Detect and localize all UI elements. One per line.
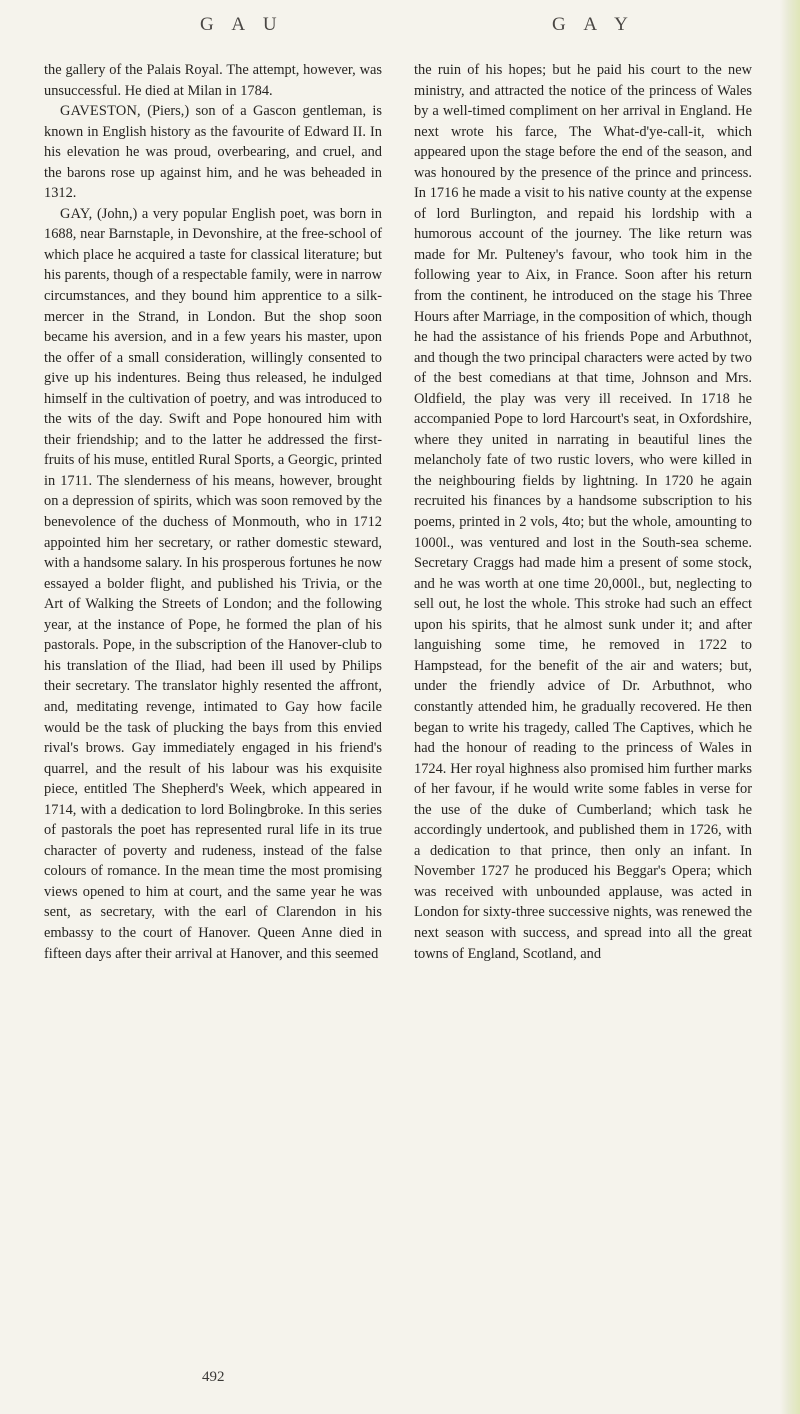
entry-name-detail: (John,)	[96, 205, 138, 222]
entry-gay	[44, 204, 382, 964]
page-number: 492	[202, 1369, 225, 1385]
entry-headword: GAVESTON,	[60, 103, 141, 120]
entry-gaveston	[44, 101, 382, 204]
entry-headword: GAY,	[60, 205, 93, 222]
running-head-right: G A Y	[552, 14, 635, 35]
entry-text: a very popular English poet, was born in 1688, near Barnstaple, in Devonshire, at the free-school of which place he acquired a taste for classical literature; but his parents, though of a respectable family, were in narrow circumstances, and they bound him apprentice to a silk-mercer in the Strand, in London. But the shop soon became his aversion, and in a few years his master, upon the offer of a small consideration, willingly consented to give up his indentures. Being thus released, he indulged himself in the cultivation of poetry, and was introduced to the wits of the day. Swift and Pope honoured him with their friendship; and to the latter he addressed the first-fruits of his muse, entitled Rural Sports, a Georgic, printed in 1711. The slenderness of his means, however, brought on a depression of spirits, which was soon removed by the benevolence of the duchess of Monmouth, who in 1712 appointed him her secretary, or rather domestic steward, with a handsome salary. In his prosperous fortunes he now essayed a bolder flight, and published his Trivia, or the Art of Walking the Streets of London; and the following year, at the instance of Pope, he formed the plan of his pastorals. Pope, in the subscription of the Hanover-club to his translation of the Iliad, had been ill used by Philips their secretary. The translator highly resented the affront, and, meditating revenge, intimated to Gay how facile would be the task of plucking the bays from this envied rival's brows. Gay immediately engaged in his friend's quarrel, and the result of his labour was his exquisite piece, entitled The Shepherd's Week, which appeared in 1714, with a dedication to lord Bolingbroke. In this series of pastorals the poet has represented rural life in its true character of poverty and rudeness, instead of the false colours of romance. In the mean time the most promising views opened to him at court, and the same year he was sent, as secretary, with the earl of Clarendon in his embassy to the court of Hanover. Queen Anne died in fifteen days after their arrival at Hanover, and this seemed	[44, 205, 382, 962]
running-head-left: G A U	[200, 14, 284, 35]
entry-text: son of a Gascon gentleman, is known in English history as the favourite of Edward II. In his elevation he was proud, overbearing, and cruel, and the barons rose up against him, and he was beheaded in 1312.	[44, 103, 382, 202]
right-column	[414, 60, 752, 964]
entry-name-detail: (Piers,)	[147, 103, 190, 120]
left-column	[44, 60, 382, 964]
continuation-paragraph: the gallery of the Palais Royal. The attempt, however, was unsuccessful. He died at Milan in 1784.	[44, 62, 382, 99]
continuation-paragraph: the ruin of his hopes; but he paid his court to the new ministry, and attracted the notice of the princess of Wales by a well-timed compliment on her arrival in England. He next wrote his farce, The What-d'ye-call-it, which appeared upon the stage before the end of the season, and was honoured by the presence of the prince and princess. In 1716 he made a visit to his native county at the expense of lord Burlington, and repaid his lordship with a humorous account of the journey. The like return was made for Mr. Pulteney's favour, who took him in the following year to Aix, in France. Soon after his return from the continent, he introduced on the stage his Three Hours after Marriage, in the composition of which, though he had the assistance of his friends Pope and Arbuthnot, and though the two principal characters were acted by two of the best comedians at that time, Johnson and Mrs. Oldfield, the play was very ill received. In 1718 he accompanied Pope to lord Harcourt's seat, in Oxfordshire, where they united in narrating in beautiful lines the melancholy fate of two rustic lovers, who were killed in the neighbouring fields by lightning. In 1720 he again recruited his finances by a handsome subscription to his poems, printed in 2 vols, 4to; but the whole, amounting to 1000l., was ventured and lost in the South-sea scheme. Secretary Craggs had made him a present of some stock, and he was worth at one time 20,000l., but, neglecting to sell out, he lost the whole. This stroke had such an effect upon his spirits, that he almost sunk under it; and after languishing some time, he removed in 1722 to Hampstead, for the benefit of the air and waters; but, under the friendly advice of Dr. Arbuthnot, who constantly attended him, he gradually recovered. He then began to write his tragedy, called The Captives, which he had the honour of reading to the princess of Wales in 1724. Her royal highness also promised him further marks of her favour, if he would write some fables in verse for the use of the duke of Cumberland; which task he accordingly undertook, and published them in 1726, with a dedication to that prince, then only an infant. In November 1727 he produced his Beggar's Opera; which was received with unbounded applause, was acted in London for sixty-three successive nights, was renewed the next season with success, and spread into all the great towns of England, Scotland, and	[414, 62, 752, 962]
page-edge-shadow	[780, 0, 800, 1414]
